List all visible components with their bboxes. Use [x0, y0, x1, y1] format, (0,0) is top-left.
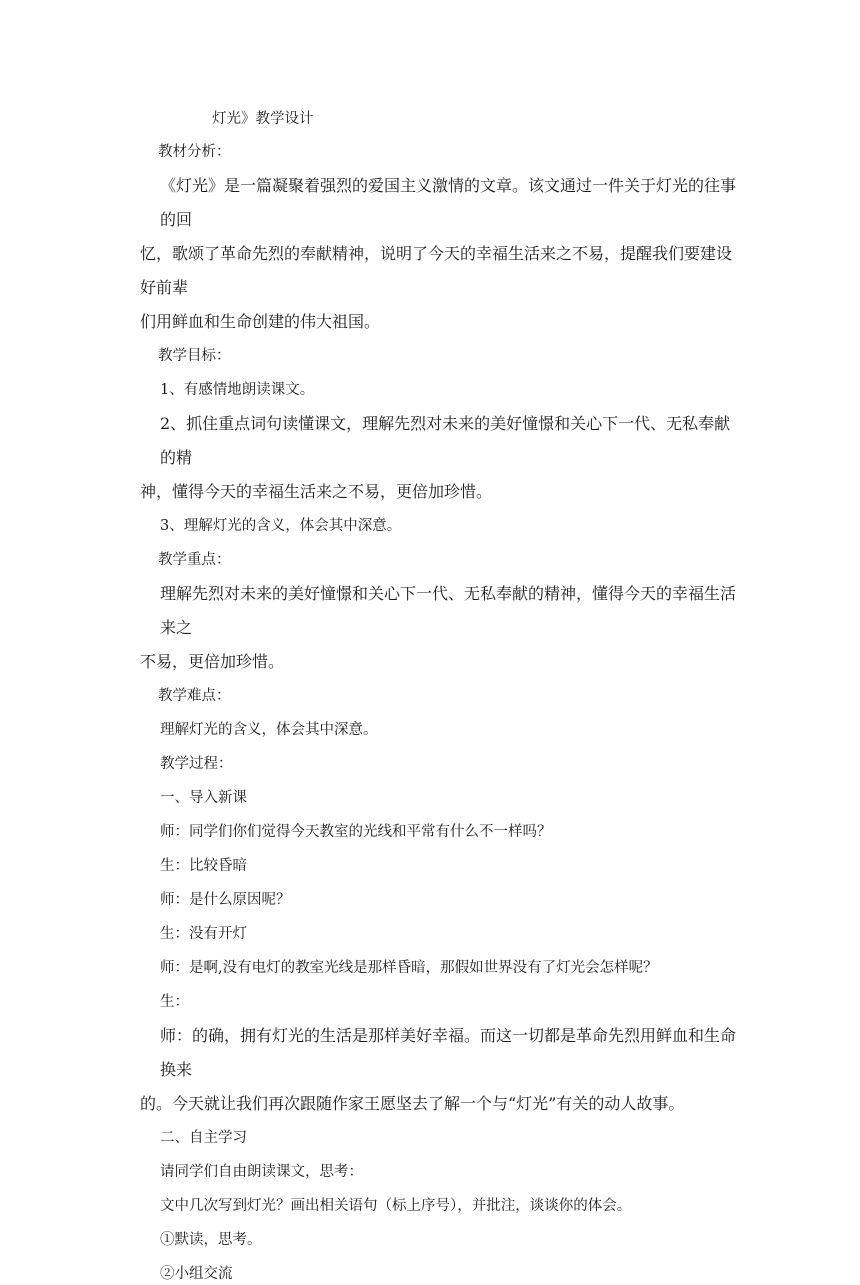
material-line-1: 《灯光》是一篇凝聚着强烈的爱国主义激情的文章。该文通过一件关于灯光的往事的回 — [160, 176, 737, 229]
dialogue-line-1: 师：同学们你们觉得今天教室的光线和平常有什么不一样吗？ — [160, 824, 552, 840]
dialogue-line-5: 师：是啊,没有电灯的教室光线是那样昏暗，那假如世界没有了灯光会怎样呢？ — [160, 960, 658, 976]
material-line-3: 们用鲜血和生命创建的伟大祖国。 — [140, 312, 381, 331]
document-title: 灯光》教学设计 — [212, 111, 314, 127]
dialogue-line-4: 生：没有开灯 — [160, 926, 247, 942]
dialogue-line-6: 生： — [160, 994, 189, 1010]
step-2: ②小组交流 — [160, 1266, 233, 1282]
goal-3: 3、理解灯光的含义，体会其中深意。 — [160, 518, 402, 534]
key-heading: 教学重点： — [158, 552, 231, 568]
goal-1: 1、有感情地朗读课文。 — [160, 382, 315, 398]
question-text: 文中几次写到灯光？画出相关语句（标上序号），并批注，谈谈你的体会。 — [160, 1198, 632, 1214]
section-2-heading: 二、自主学习 — [160, 1130, 247, 1146]
dialogue-line-3: 师：是什么原因呢？ — [160, 892, 291, 908]
teacher-paragraph — [140, 1019, 740, 1121]
goal-2-line-1: 2、抓住重点词句读懂课文，理解先烈对未来的美好憧憬和关心下一代、无私奉献的精 — [160, 414, 731, 467]
material-line-2: 忆，歌颂了革命先烈的奉献精神，说明了今天的幸福生活来之不易，提醒我们要建设好前辈 — [140, 244, 733, 297]
step-1: ①默读，思考。 — [160, 1232, 262, 1248]
key-line-1: 理解先烈对未来的美好憧憬和关心下一代、无私奉献的精神，懂得今天的幸福生活来之 — [160, 584, 737, 637]
material-paragraph — [140, 169, 740, 339]
material-heading: 教材分析： — [158, 144, 231, 160]
teacher-line-2: 的。今天就让我们再次跟随作家王愿坚去了解一个与“灯光”有关的动人故事。 — [140, 1094, 685, 1113]
reading-prompt: 请同学们自由朗读课文，思考： — [160, 1164, 363, 1180]
difficulty-text: 理解灯光的含义，体会其中深意。 — [160, 722, 378, 738]
difficulty-heading: 教学难点： — [158, 688, 231, 704]
key-paragraph — [140, 577, 740, 679]
process-heading: 教学过程： — [160, 756, 233, 772]
goal-2-line-2: 神，懂得今天的幸福生活来之不易，更倍加珍惜。 — [140, 482, 493, 501]
dialogue-line-2: 生：比较昏暗 — [160, 858, 247, 874]
goal-2-paragraph — [140, 407, 740, 509]
key-line-2: 不易，更倍加珍惜。 — [140, 652, 285, 671]
section-1-heading: 一、导入新课 — [160, 790, 247, 806]
teacher-line-1: 师：的确，拥有灯光的生活是那样美好幸福。而这一切都是革命先烈用鲜血和生命换来 — [160, 1026, 737, 1079]
goals-heading: 教学目标： — [158, 348, 231, 364]
